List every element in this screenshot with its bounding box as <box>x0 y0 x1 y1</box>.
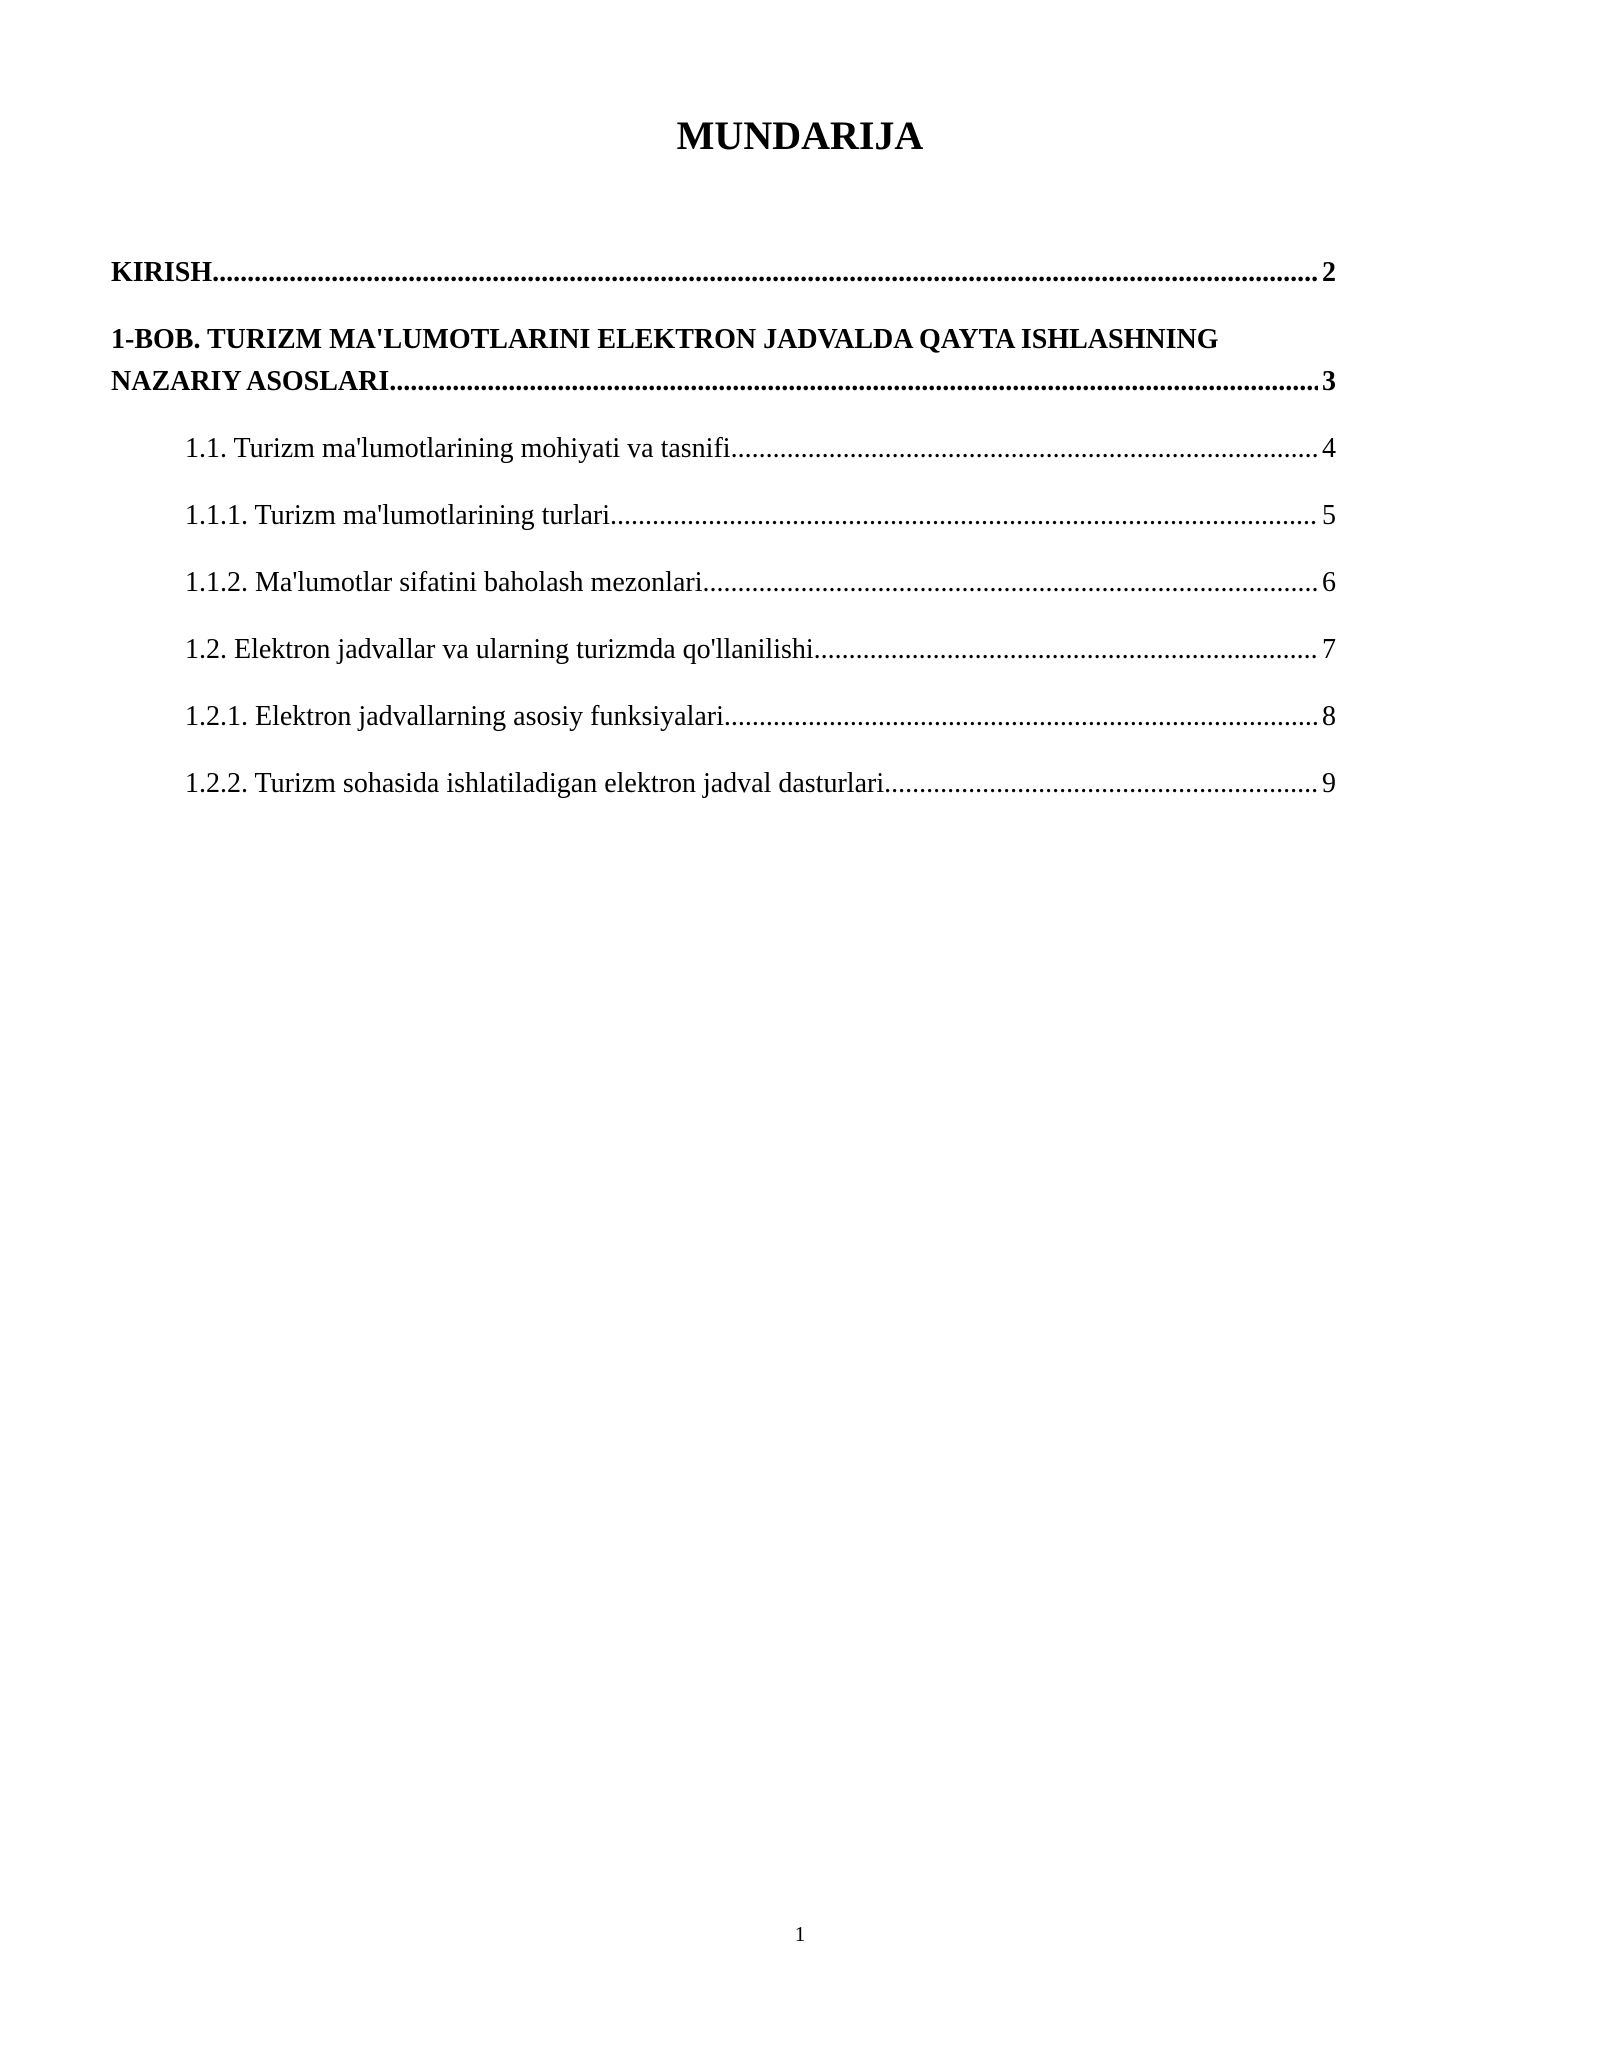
toc-entry-kirish[interactable] <box>111 252 1336 294</box>
toc-entry-chapter-1[interactable] <box>111 319 1336 403</box>
toc-leader-dots <box>814 629 1318 671</box>
toc-entry-text: 1.1.2. Ma'lumotlar sifatini baholash mezonlari <box>185 567 703 598</box>
toc-page-number: 4 <box>1322 433 1336 464</box>
toc-entry-1-2-1[interactable] <box>111 696 1336 738</box>
toc-entry-text: 1.2.1. Elektron jadvallarning asosiy funksiyalari <box>185 701 724 732</box>
toc-entry-text: 1.2.2. Turizm sohasida ishlatiladigan elektron jadval dasturlari <box>185 768 885 799</box>
toc-leader-dots <box>731 428 1318 470</box>
toc-entry-1-2[interactable] <box>111 629 1336 671</box>
toc-leader-dots <box>389 361 1318 403</box>
toc-leader-dots <box>724 696 1318 738</box>
toc-entry-text: 1.2. Elektron jadvallar va ularning turizmda qo'llanilishi <box>185 634 814 665</box>
toc-entry-1-1-1[interactable] <box>111 495 1336 537</box>
table-of-contents <box>111 252 1336 805</box>
toc-entry-1-2-2[interactable] <box>111 763 1336 805</box>
toc-entry-text-line-2: NAZARIY ASOSLARI <box>111 366 390 397</box>
toc-page-number: 6 <box>1322 567 1336 598</box>
toc-leader-dots <box>610 495 1318 537</box>
page-title: MUNDARIJA <box>676 113 924 158</box>
toc-entry-text-line-1: 1-BOB. TURIZM MA'LUMOTLARINI ELEKTRON JADVALDA QAYTA ISHLASHNING <box>111 324 1219 355</box>
toc-page-number: 9 <box>1322 768 1336 799</box>
page-footer-number: 1 <box>794 1922 806 1946</box>
toc-leader-dots <box>702 562 1318 604</box>
toc-page-number: 2 <box>1322 257 1336 288</box>
toc-entry-text: 1.1.1. Turizm ma'lumotlarining turlari <box>185 500 611 531</box>
toc-page-number: 8 <box>1322 701 1336 732</box>
toc-leader-dots <box>212 252 1318 294</box>
toc-leader-dots <box>884 763 1318 805</box>
toc-entry-text: KIRISH <box>111 257 213 288</box>
toc-entry-1-1[interactable] <box>111 428 1336 470</box>
toc-page-number: 7 <box>1322 634 1336 665</box>
toc-page-number: 5 <box>1322 500 1336 531</box>
toc-entry-text: 1.1. Turizm ma'lumotlarining mohiyati va tasnifi <box>185 433 731 464</box>
toc-entry-1-1-2[interactable] <box>111 562 1336 604</box>
toc-page-number: 3 <box>1322 366 1336 397</box>
